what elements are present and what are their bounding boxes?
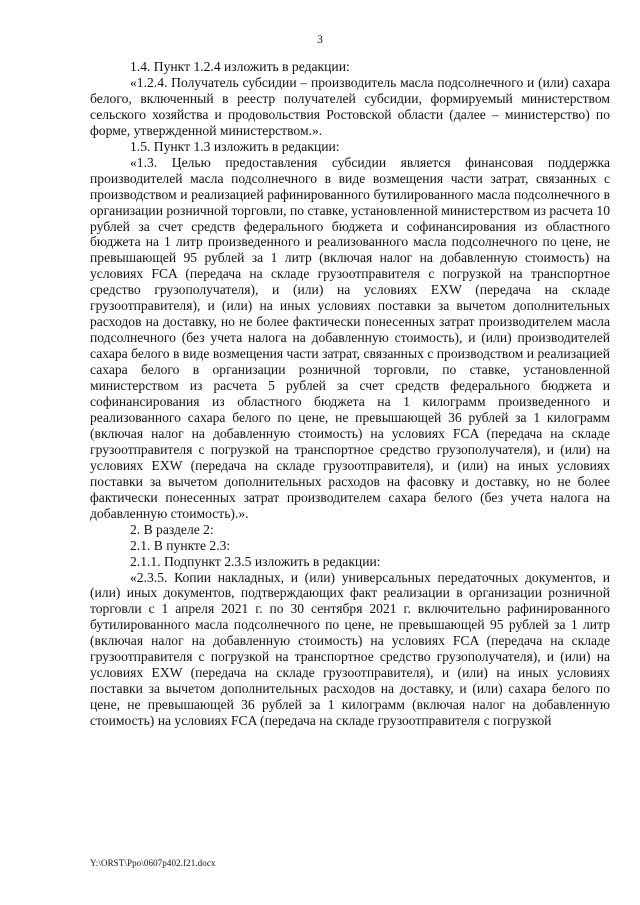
paragraph-section-2: 2. В разделе 2: (130, 521, 214, 537)
paragraph-2-1: 2.1. В пункте 2.3: (130, 537, 231, 553)
page-number: 3 (317, 34, 323, 46)
footer-file-path: Y:\ORST\Ppo\0607p402.f21.docx (90, 858, 216, 868)
paragraph-2-3-5-text: «2.3.5. Копии накладных, и (или) универсальных передаточных документов, и (или) иных документов, подтверждающих факт реализации в организации розничной торговли с 1 апреля 2021 г. по 30 сентября 2021 г. включительно рафинированного бутилированного масла подсолнечного по цене, не превышающей 95 рублей за 1 литр (включая налог на добавленную стоимость) на условиях FCA (передача на складе грузоотправителя с погрузкой на транспортное средство грузополучателя), и (или) на условиях EXW (передача на складе грузоотправителя), и (или) на иных условиях поставки за вычетом дополнительных расходов на доставку, и (или) сахара белого по цене, не превышающей 36 рублей за 1 килограмм (включая налог на добавленную стоимость) на условиях FCA (передача на складе грузоотправителя с погрузкой (90, 569, 610, 729)
paragraph-1-4: 1.4. Пункт 1.2.4 изложить в редакции: (130, 59, 350, 74)
paragraph-2-1-1: 2.1.1. Подпункт 2.3.5 изложить в редакции: (130, 553, 381, 569)
paragraph-1-5: 1.5. Пункт 1.3 изложить в редакции: (130, 138, 340, 154)
document-body (90, 59, 610, 729)
paragraph-1-2-4-text: «1.2.4. Получатель субсидии – производитель масла подсолнечного и (или) сахара белого, включенный в реестр получателей субсидии, формируемый министерством сельского хозяйства и продовольствия Ростовской области (далее – министерство) по форме, утвержденной министерством.». (90, 74, 610, 138)
paragraph-1-3-text: «1.3. Целью предоставления субсидии является финансовая поддержка производителей масла подсолнечного в виде возмещения части затрат, связанных с производством и реализацией рафинированного бутилированного масла подсолнечного в организации розничной торговли, по ставке, установленной министерством из расчета 10 рублей за счет средств федерального бюджета и софинансирования из областного бюджета на 1 литр произведенного и реализованного масла подсолнечного по цене, не превышающей 95 рублей за 1 литр (включая налог на добавленную стоимость) на условиях FCA (передача на складе грузоотправителя с погрузкой на транспортное средство грузополучателя), и (или) на условиях EXW (передача на складе грузоотправителя), и (или) на иных условиях поставки за вычетом дополнительных расходов на доставку, но не более фактически понесенных затрат производителем масла подсолнечного (без учета налога на добавленную стоимость), и (или) производителей сахара белого в виде возмещения части затрат, связанных с производством и реализацией сахара белого в организации розничной торговли, по ставке, установленной министерством из расчета 5 рублей за счет средств федерального бюджета и софинансирования из областного бюджета на 1 килограмм произведенного и реализованного сахара белого по цене, не превышающей 36 рублей за 1 килограмм (включая налог на добавленную стоимость) на условиях FCA (передача на складе грузоотправителя с погрузкой на транспортное средство грузополучателя), и (или) на условиях EXW (передача на складе грузоотправителя), и (или) на иных условиях поставки за вычетом дополнительных расходов на фасовку и доставку, но не более фактически понесенных затрат производителем сахара белого (без учета налога на добавленную стоимость).». (90, 154, 610, 521)
